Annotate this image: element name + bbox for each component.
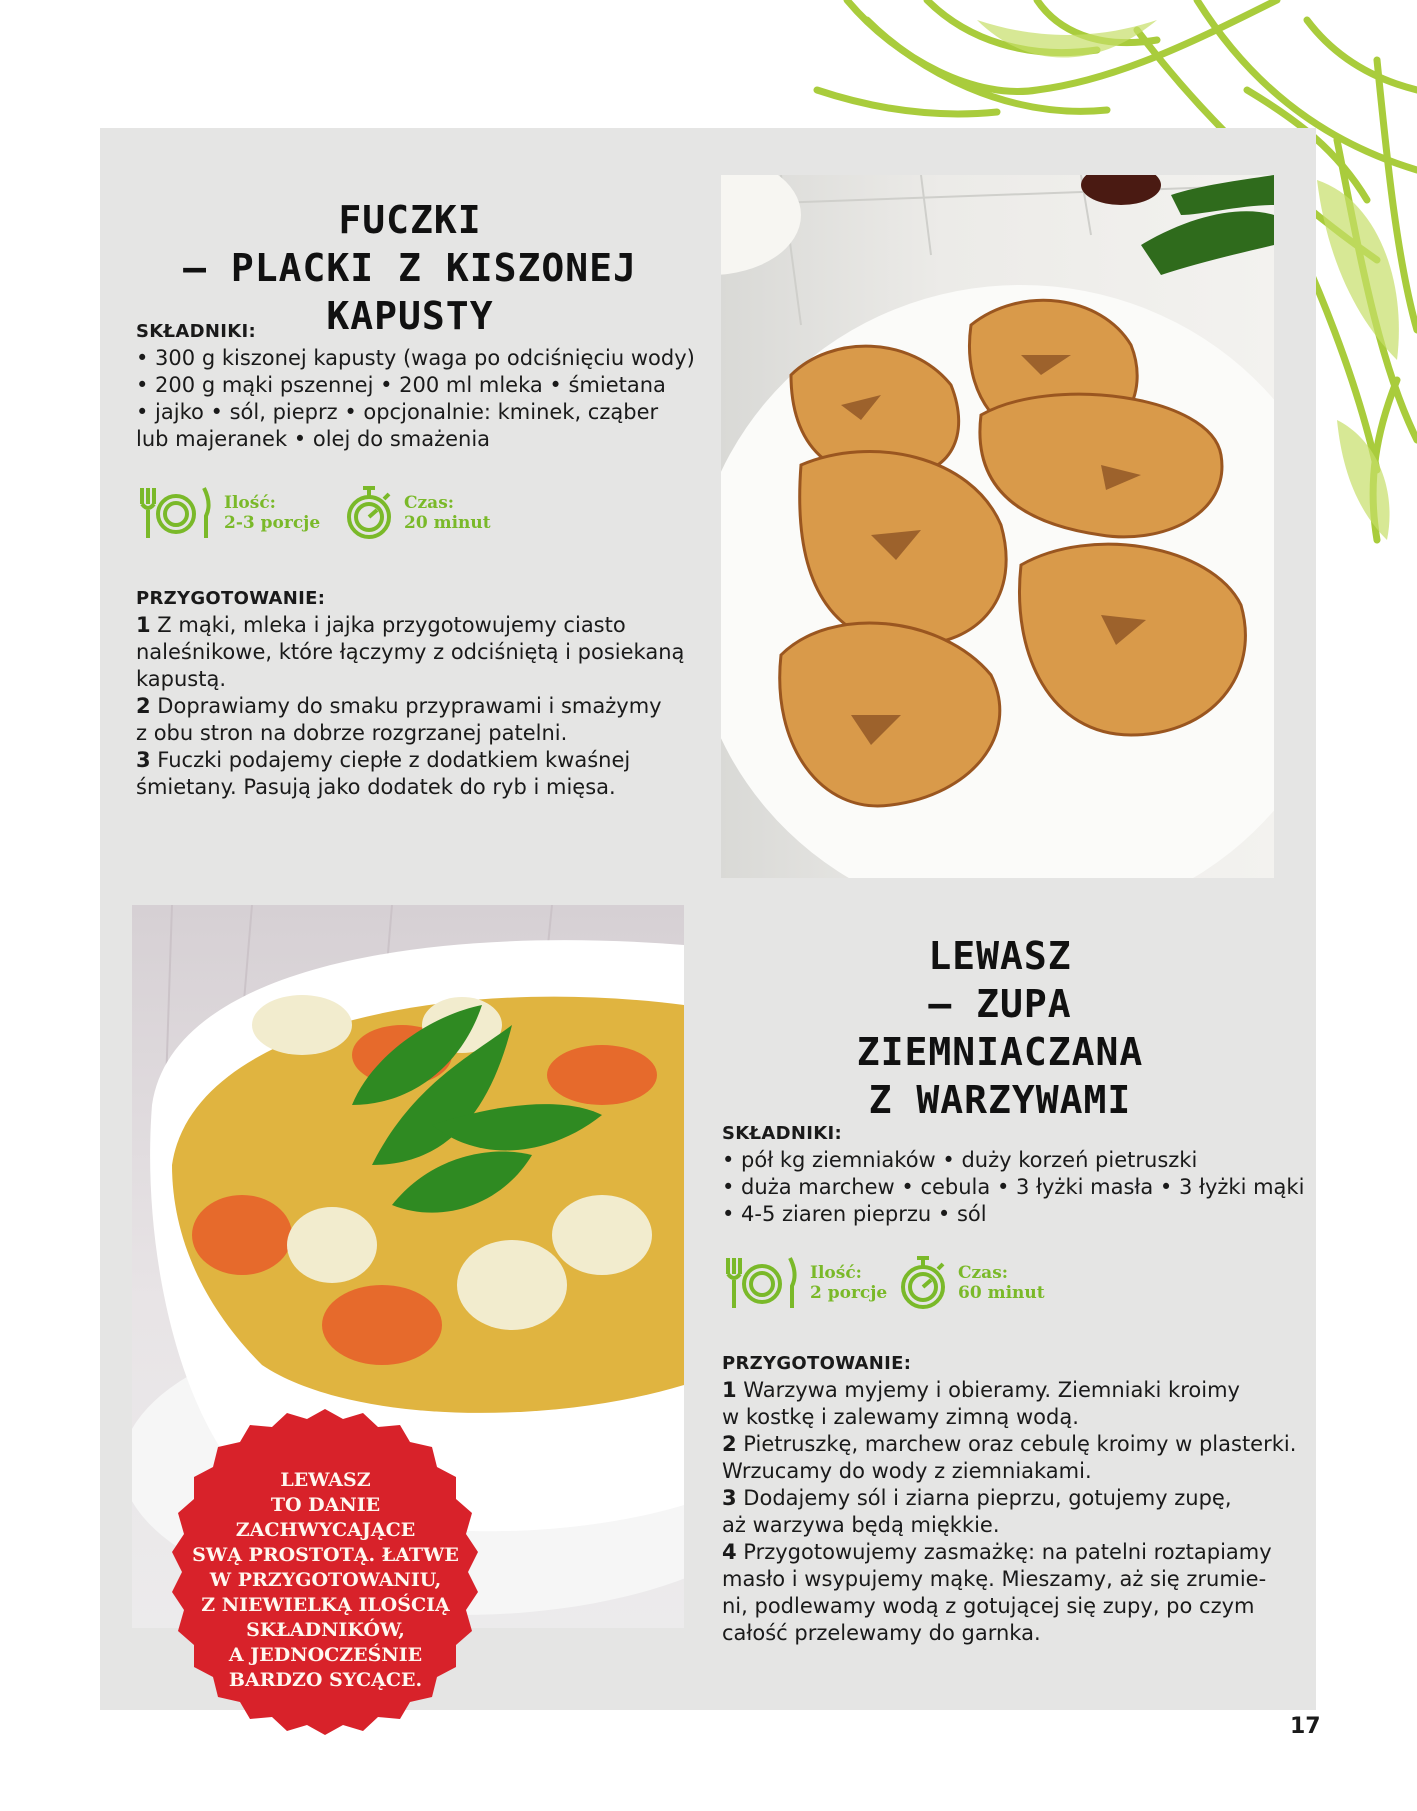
recipe1-servings: Ilość: 2-3 porcje bbox=[136, 484, 320, 542]
ingredients-heading: SKŁADNIKI: bbox=[722, 1123, 842, 1144]
recipe2-servings: Ilość: 2 porcje bbox=[722, 1254, 887, 1312]
fritters-photo bbox=[721, 175, 1274, 878]
cutlery-plate-icon bbox=[722, 1254, 800, 1312]
page-number: 17 bbox=[1290, 1714, 1321, 1739]
stopwatch-icon bbox=[898, 1254, 948, 1312]
tip-badge-text: LEWASZ TO DANIE ZACHWYCAJĄCE SWĄ PROSTOTĄ. ŁATWE W PRZYGOTOWANIU, Z NIEWIELKĄ ILOŚCIĄ SKŁADNIKÓW, A JEDNOCZEŚNIE BARDZO SYCĄCE. bbox=[192, 1469, 459, 1691]
stopwatch-icon bbox=[344, 484, 394, 542]
recipe1-ingredients: SKŁADNIKI: • 300 g kiszonej kapusty (waga po odciśnięciu wody) • 200 g mąki pszennej • 200 ml mleka • śmietana • jajko • sól, pieprz • opcjonalnie: kminek, cząber lub majeranek • olej do smażenia bbox=[136, 318, 695, 453]
preparation-heading: PRZYGOTOWANIE: bbox=[722, 1353, 912, 1374]
recipe2-title: LEWASZ – ZUPA ZIEMNIACZANA Z WARZYWAMI bbox=[856, 934, 1144, 1122]
recipe1-preparation: PRZYGOTOWANIE: 1 Z mąki, mleka i jajka przygotowujemy ciasto naleśnikowe, które łączymy z odciśniętą i posiekaną kapustą. 2 Doprawiamy do smaku przyprawami i smażymy z obu stron na dobrze rozgrzanej patelni. 3 Fuczki podajemy ciepłe z dodatkiem kwaśnej śmietany. Pasują jako dodatek do ryb i mięsa. bbox=[136, 585, 684, 801]
recipe2-ingredients: SKŁADNIKI: • pół kg ziemniaków • duży korzeń pietruszki • duża marchew • cebula • 3 łyżki masła • 3 łyżki mąki • 4-5 ziaren pieprzu • sól bbox=[722, 1120, 1304, 1228]
cutlery-plate-icon bbox=[136, 484, 214, 542]
recipe1-time: Czas: 20 minut bbox=[344, 484, 491, 542]
recipe1-title: FUCZKI – PLACKI Z KISZONEJ KAPUSTY bbox=[183, 198, 637, 338]
preparation-heading: PRZYGOTOWANIE: bbox=[136, 588, 326, 609]
recipe2-time: Czas: 60 minut bbox=[898, 1254, 1045, 1312]
ingredients-heading: SKŁADNIKI: bbox=[136, 321, 256, 342]
recipe2-preparation: PRZYGOTOWANIE: 1 Warzywa myjemy i obieramy. Ziemniaki kroimy w kostkę i zalewamy zimną wodą. 2 Pietruszkę, marchew oraz cebulę kroimy w plasterki. Wrzucamy do wody z ziemniakami. 3 Dodajemy sól i ziarna pieprzu, gotujemy zupę, aż warzywa będą miękkie. 4 Przygotowujemy zasmażkę: na patelni roztapiamy masło i wsypujemy mąkę. Mieszamy, aż się zrumie- ni, podlewamy wodą z gotującej się zupy, po czym całość przelewamy do garnka. bbox=[722, 1350, 1296, 1647]
